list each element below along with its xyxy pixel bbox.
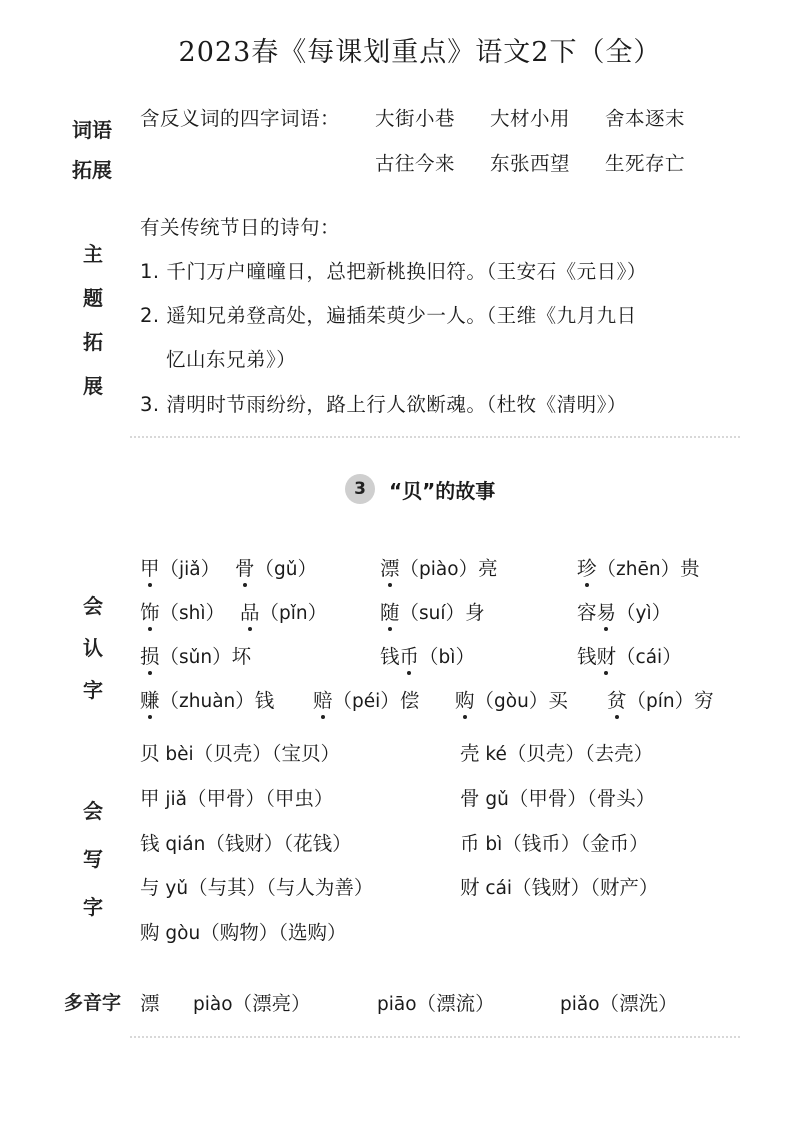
write-char-item [460, 828, 649, 856]
example-word: 财产 [599, 876, 639, 899]
section-label-char: 会 [83, 594, 103, 618]
paren-open: （ [599, 992, 620, 1015]
target-char: 财 [596, 645, 617, 668]
paren-open: （ [187, 787, 207, 810]
lesson-number-badge: 3 [345, 474, 375, 504]
section-label-char: 词语 [72, 118, 112, 142]
section-label-char: 字 [83, 678, 103, 702]
recognize-char-item [380, 553, 498, 581]
target-char: 甲 [140, 557, 160, 580]
paren-close: ） [263, 832, 284, 855]
ciyu-word: 生死存亡 [605, 152, 686, 175]
example-word: 选购 [288, 921, 328, 944]
target-char: 赔 [313, 689, 333, 712]
section-label-char: 题 [83, 286, 103, 310]
paren-open: （ [159, 689, 180, 712]
paren-close: ） [445, 601, 466, 624]
poem-text: 遥知兄弟登高处，遍插茱萸少一人。（王维《九月九日 [166, 304, 637, 327]
paren-close: ） [200, 557, 221, 580]
recognize-char-item [235, 553, 317, 581]
paren-open: （ [590, 876, 600, 899]
section-label-zhuti [83, 232, 103, 408]
ciyu-word: 大街小巷 [375, 107, 456, 130]
pinyin: yǔ [159, 878, 189, 899]
paren-close: ） [658, 992, 678, 1015]
pinyin: shì [179, 603, 206, 624]
example-word: 贝壳 [526, 742, 566, 765]
paren-open: （ [283, 832, 294, 855]
section-label-huixie [83, 787, 103, 931]
example-word: 甲骨 [528, 787, 568, 810]
paren-open: （ [259, 601, 280, 624]
section-label-char: 字 [83, 895, 103, 919]
write-char-item [460, 783, 655, 811]
example-word: 骨头 [596, 787, 636, 810]
pinyin: pín [646, 691, 675, 712]
paren-close: ） [332, 832, 352, 855]
paren-open: （ [266, 876, 276, 899]
paren-open: （ [254, 557, 275, 580]
paren-close: ） [245, 787, 266, 810]
paren-open: （ [596, 557, 617, 580]
recognize-char-item [140, 685, 274, 713]
duoyin-char: 漂 [140, 992, 161, 1015]
paren-close: ） [212, 645, 232, 668]
paren-close: ） [327, 921, 347, 944]
pinyin: piǎo [560, 994, 600, 1015]
paren-open: （ [512, 876, 532, 899]
write-char-item [140, 917, 347, 945]
write-char-item [140, 828, 352, 856]
pinyin: gǔ [479, 789, 509, 810]
pinyin: sǔn [179, 647, 213, 668]
recognize-char-item [607, 685, 714, 713]
paren-open: （ [474, 689, 495, 712]
write-char: 钱 [140, 832, 160, 855]
pinyin: ké [479, 744, 507, 765]
pinyin: gòu [494, 691, 529, 712]
pinyin: qián [159, 834, 206, 855]
paren-open: （ [159, 601, 180, 624]
example-word: 漂亮 [252, 992, 292, 1015]
poem-text: 清明时节雨纷纷，路上行人欲断魂。（杜牧《清明》） [166, 393, 627, 416]
example-word: 贝壳 [213, 742, 253, 765]
paren-close: ） [560, 832, 581, 855]
paren-open: （ [626, 689, 647, 712]
paren-close: ） [662, 645, 682, 668]
section-label-char: 主 [83, 242, 103, 266]
poem-line [140, 300, 637, 328]
paren-close: ） [246, 876, 267, 899]
target-char: 漂 [380, 557, 400, 580]
recognize-char-item [140, 597, 225, 625]
example-word: 金币 [590, 832, 630, 855]
recognize-char-item [455, 685, 568, 713]
ciyu-row-1 [140, 103, 340, 131]
char-prefix: 钱 [577, 645, 597, 668]
pinyin: jiǎ [179, 559, 201, 580]
paren-open: （ [193, 742, 214, 765]
target-char: 损 [140, 645, 160, 668]
paren-open: （ [205, 832, 225, 855]
example-word: 花钱 [293, 832, 333, 855]
write-char: 币 [460, 832, 480, 855]
paren-close: ） [307, 601, 328, 624]
paren-close: ） [353, 876, 374, 899]
example-word: 与其 [207, 876, 247, 899]
paren-open: （ [419, 645, 439, 668]
write-char-item [140, 872, 373, 900]
paren-open: （ [278, 921, 288, 944]
recognize-char-item [140, 641, 251, 669]
ciyu-word: 古往今来 [375, 152, 456, 175]
recognize-char-item [313, 685, 419, 713]
example-word: 甲虫 [274, 787, 314, 810]
poem-number: 1. [140, 260, 160, 283]
paren-open: （ [584, 742, 595, 765]
target-char: 易 [596, 601, 617, 624]
pinyin: gǔ [274, 559, 298, 580]
example-word: 钱财 [531, 876, 571, 899]
target-char: 珍 [577, 557, 597, 580]
pinyin: bèi [159, 744, 194, 765]
poem-line [140, 256, 647, 284]
recognize-char-item [140, 553, 220, 581]
pinyin: suí [419, 603, 446, 624]
section-label-char: 展 [83, 374, 103, 398]
char-suffix: 亮 [478, 557, 498, 580]
target-char: 品 [240, 601, 260, 624]
write-char: 财 [460, 876, 480, 899]
pinyin: péi [352, 691, 381, 712]
char-prefix: 钱 [380, 645, 400, 668]
write-char: 甲 [140, 787, 160, 810]
recognize-char-item [240, 597, 327, 625]
pinyin: piào [193, 994, 233, 1015]
target-char: 饰 [140, 601, 160, 624]
paren-open: （ [232, 992, 253, 1015]
pinyin: zhuàn [179, 691, 236, 712]
polyphonic-reading [560, 988, 678, 1016]
recognize-char-item [577, 641, 682, 669]
paren-close: ） [633, 742, 654, 765]
page-title: 2023春《每课划重点》语文2下（全） [178, 37, 662, 68]
ciyu-word: 东张西望 [490, 152, 571, 175]
section-label-char: 认 [83, 636, 103, 660]
write-char: 购 [140, 921, 160, 944]
paren-open: （ [188, 876, 208, 899]
paren-close: ） [297, 557, 318, 580]
paren-open: （ [159, 645, 180, 668]
divider [130, 1036, 740, 1038]
paren-open: （ [200, 921, 220, 944]
pinyin: zhēn [616, 559, 661, 580]
example-word: 与人为善 [275, 876, 354, 899]
example-word: 购物 [219, 921, 259, 944]
target-char: 购 [455, 689, 475, 712]
write-char: 贝 [140, 742, 160, 765]
paren-open: （ [399, 557, 420, 580]
paren-close: ） [313, 787, 334, 810]
target-char: 骨 [235, 557, 255, 580]
write-char-item [460, 872, 658, 900]
polyphonic-reading [193, 988, 311, 1016]
paren-open: （ [502, 832, 522, 855]
example-word: 钱币 [521, 832, 561, 855]
paren-close: ） [252, 742, 272, 765]
pinyin: piāo [377, 994, 417, 1015]
write-char: 骨 [460, 787, 480, 810]
paren-open: （ [616, 645, 636, 668]
example-word: 漂流 [436, 992, 476, 1015]
poem-text-continued: 忆山东兄弟》） [166, 348, 297, 371]
example-word: 钱财 [224, 832, 264, 855]
char-suffix: 穷 [694, 689, 714, 712]
paren-open: （ [508, 787, 529, 810]
pinyin: bì [479, 834, 503, 855]
divider [130, 436, 740, 438]
example-word: 去壳 [594, 742, 634, 765]
pinyin: gòu [159, 923, 201, 944]
pinyin: cái [635, 647, 663, 668]
example-word: 漂洗 [619, 992, 659, 1015]
paren-close: ） [635, 787, 656, 810]
paren-close: ） [570, 876, 591, 899]
paren-close: ） [455, 645, 475, 668]
lesson-heading [345, 474, 495, 504]
char-suffix: 身 [465, 601, 485, 624]
target-char: 随 [380, 601, 400, 624]
ciyu-word: 舍本逐末 [605, 107, 686, 130]
paren-close: ） [528, 689, 549, 712]
recognize-char-item [380, 641, 475, 669]
paren-open: （ [586, 787, 597, 810]
paren-open: （ [506, 742, 527, 765]
char-suffix: 偿 [399, 689, 420, 712]
write-char-item [140, 783, 333, 811]
paren-close: ） [638, 876, 659, 899]
write-char: 壳 [460, 742, 480, 765]
paren-close: ） [291, 992, 311, 1015]
char-suffix: 买 [548, 689, 568, 712]
polyphonic-reading [377, 988, 495, 1016]
recognize-char-item [380, 597, 485, 625]
paren-close: ） [475, 992, 495, 1015]
paren-open: （ [399, 601, 420, 624]
section-label-char: 写 [83, 847, 103, 871]
paren-close: ） [651, 601, 672, 624]
section-label-ciyu [72, 110, 112, 190]
paren-open: （ [416, 992, 437, 1015]
paren-close: ） [380, 689, 400, 712]
write-char-item [140, 738, 340, 766]
char-prefix: 容 [577, 601, 597, 624]
paren-close: ） [258, 921, 279, 944]
paren-open: （ [159, 557, 180, 580]
section-label-char: 会 [83, 799, 103, 823]
target-char: 赚 [140, 689, 160, 712]
pinyin: jiǎ [159, 789, 188, 810]
ciyu-intro: 含反义词的四字词语： [140, 107, 341, 130]
paren-close: ） [660, 557, 681, 580]
write-char-item [460, 738, 653, 766]
pinyin: piào [419, 559, 459, 580]
pinyin: bì [438, 647, 456, 668]
zhuti-intro: 有关传统节日的诗句： [140, 216, 341, 239]
example-word: 甲骨 [206, 787, 246, 810]
lesson-title: “贝”的故事 [389, 478, 496, 503]
pinyin: cái [479, 878, 513, 899]
paren-close: ） [458, 557, 479, 580]
poem-number: 3. [140, 393, 160, 416]
target-char: 币 [399, 645, 420, 668]
paren-open: （ [616, 601, 636, 624]
poem-number: 2. [140, 304, 160, 327]
paren-close: ） [674, 689, 695, 712]
recognize-char-item [577, 553, 700, 581]
paren-open: （ [332, 689, 353, 712]
paren-close: ） [205, 601, 226, 624]
section-label-huiren [83, 585, 103, 711]
example-word: 宝贝 [281, 742, 321, 765]
poem-text: 千门万户曈曈日，总把新桃换旧符。（王安石《元日》） [166, 260, 647, 283]
paren-close: ） [567, 787, 587, 810]
paren-close: ） [565, 742, 585, 765]
recognize-char-item [577, 597, 671, 625]
char-suffix: 贵 [680, 557, 700, 580]
paren-close: ） [629, 832, 649, 855]
paren-open: （ [265, 787, 275, 810]
poem-line [140, 389, 627, 417]
section-label-duoyin: 多音字 [64, 992, 122, 1014]
paren-open: （ [580, 832, 591, 855]
char-suffix: 坏 [231, 645, 252, 668]
section-label-char: 拓 [83, 330, 103, 354]
paren-close: ） [320, 742, 341, 765]
pinyin: yì [635, 603, 652, 624]
write-char: 与 [140, 876, 160, 899]
paren-open: （ [271, 742, 282, 765]
paren-close: ） [235, 689, 255, 712]
char-suffix: 钱 [254, 689, 275, 712]
pinyin: pǐn [279, 603, 308, 624]
section-label-char: 拓展 [72, 158, 112, 182]
ciyu-word: 大材小用 [490, 107, 571, 130]
target-char: 贫 [607, 689, 627, 712]
